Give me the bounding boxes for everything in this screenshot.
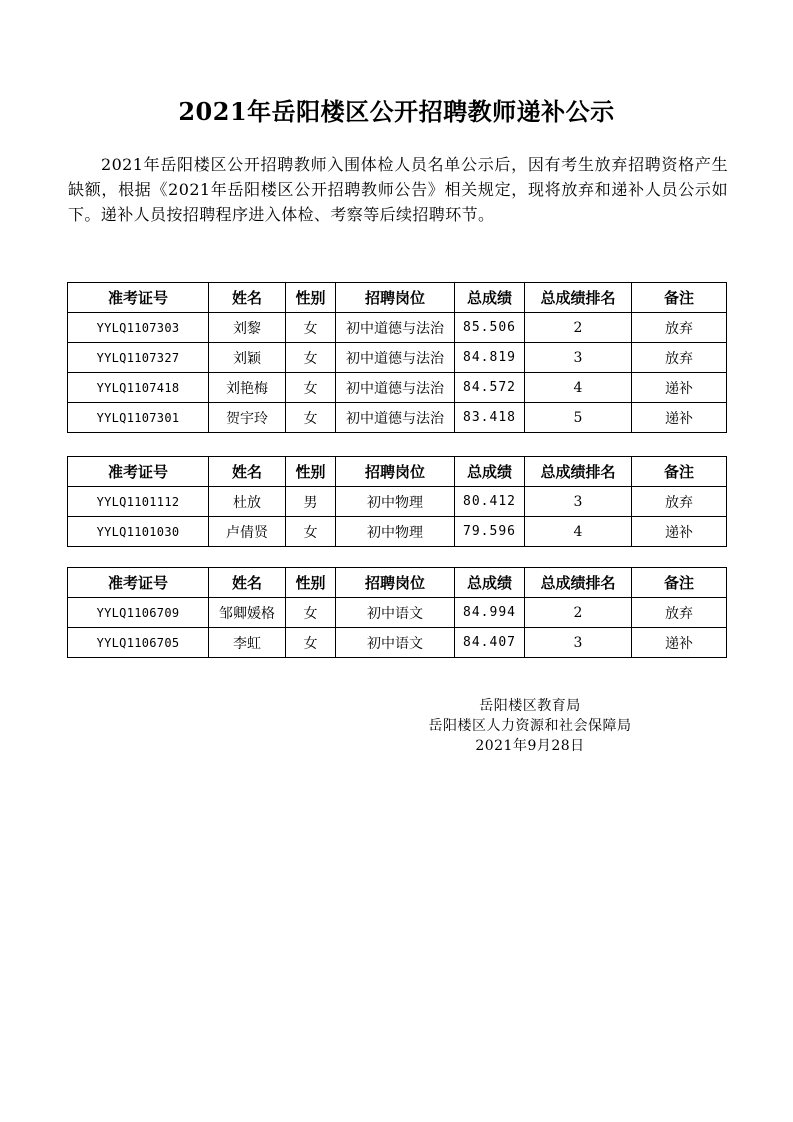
table-row: [68, 313, 727, 343]
cell-exam-id: YYLQ1106709: [68, 598, 209, 628]
header-note: 备注: [632, 568, 727, 598]
table-header-row: [68, 457, 727, 487]
table-row: [68, 403, 727, 433]
header-note: 备注: [632, 283, 727, 313]
header-rank: 总成绩排名: [525, 457, 632, 487]
header-name: 姓名: [209, 457, 286, 487]
cell-gender: 女: [286, 313, 336, 343]
cell-gender: 女: [286, 373, 336, 403]
header-name: 姓名: [209, 568, 286, 598]
cell-name: 邹卿媛格: [209, 598, 286, 628]
header-exam-id: 准考证号: [68, 568, 209, 598]
cell-name: 刘艳梅: [209, 373, 286, 403]
issuer-education-bureau: 岳阳楼区教育局: [479, 698, 581, 714]
table-row: [68, 598, 727, 628]
cell-name: 贺宇玲: [209, 403, 286, 433]
table-row: [68, 517, 727, 547]
table-chinese: [67, 567, 727, 658]
signature-block: [380, 696, 680, 756]
header-exam-id: 准考证号: [68, 457, 209, 487]
header-gender: 性别: [286, 457, 336, 487]
header-name: 姓名: [209, 283, 286, 313]
header-rank: 总成绩排名: [525, 568, 632, 598]
cell-exam-id: YYLQ1107301: [68, 403, 209, 433]
cell-total-score: 84.407: [455, 628, 525, 658]
cell-gender: 男: [286, 487, 336, 517]
cell-total-score: 85.506: [455, 313, 525, 343]
cell-name: 刘黎: [209, 313, 286, 343]
cell-name: 杜放: [209, 487, 286, 517]
table-physics: [67, 456, 727, 547]
table-header-row: [68, 283, 727, 313]
header-position: 招聘岗位: [336, 283, 455, 313]
table-moral-law: [67, 282, 727, 433]
cell-exam-id: YYLQ1106705: [68, 628, 209, 658]
issuer-hr-bureau: 岳阳楼区人力资源和社会保障局: [428, 718, 632, 734]
cell-position: 初中语文: [336, 628, 455, 658]
cell-total-score: 84.572: [455, 373, 525, 403]
cell-gender: 女: [286, 403, 336, 433]
header-rank: 总成绩排名: [525, 283, 632, 313]
cell-note: 递补: [632, 628, 727, 658]
table-row: [68, 628, 727, 658]
cell-position: 初中道德与法治: [336, 373, 455, 403]
table-header-row: [68, 568, 727, 598]
header-exam-id: 准考证号: [68, 283, 209, 313]
cell-rank: 4: [525, 517, 632, 547]
cell-gender: 女: [286, 517, 336, 547]
header-gender: 性别: [286, 568, 336, 598]
cell-total-score: 84.994: [455, 598, 525, 628]
cell-rank: 2: [525, 598, 632, 628]
cell-position: 初中物理: [336, 487, 455, 517]
cell-exam-id: YYLQ1107327: [68, 343, 209, 373]
header-position: 招聘岗位: [336, 568, 455, 598]
cell-position: 初中道德与法治: [336, 343, 455, 373]
issue-date: 2021年9月28日: [475, 738, 585, 754]
table-row: [68, 373, 727, 403]
intro-paragraph: 2021年岳阳楼区公开招聘教师入围体检人员名单公示后，因有考生放弃招聘资格产生缺额，根据《2021年岳阳楼区公开招聘教师公告》相关规定，现将放弃和递补人员公示如下。递补人员按招聘程序进入体检、考察等后续招聘环节。: [68, 155, 728, 224]
cell-total-score: 84.819: [455, 343, 525, 373]
cell-total-score: 80.412: [455, 487, 525, 517]
cell-position: 初中物理: [336, 517, 455, 547]
header-total-score: 总成绩: [455, 457, 525, 487]
table-row: [68, 343, 727, 373]
cell-name: 李虹: [209, 628, 286, 658]
cell-note: 放弃: [632, 598, 727, 628]
cell-gender: 女: [286, 598, 336, 628]
page-title: 2021年岳阳楼区公开招聘教师递补公示: [178, 97, 615, 126]
cell-position: 初中语文: [336, 598, 455, 628]
cell-rank: 4: [525, 373, 632, 403]
cell-note: 放弃: [632, 343, 727, 373]
cell-note: 放弃: [632, 313, 727, 343]
header-total-score: 总成绩: [455, 568, 525, 598]
cell-rank: 3: [525, 487, 632, 517]
cell-exam-id: YYLQ1101030: [68, 517, 209, 547]
cell-total-score: 83.418: [455, 403, 525, 433]
cell-exam-id: YYLQ1107303: [68, 313, 209, 343]
cell-note: 递补: [632, 373, 727, 403]
cell-rank: 5: [525, 403, 632, 433]
cell-exam-id: YYLQ1107418: [68, 373, 209, 403]
cell-position: 初中道德与法治: [336, 403, 455, 433]
cell-exam-id: YYLQ1101112: [68, 487, 209, 517]
header-note: 备注: [632, 457, 727, 487]
cell-rank: 2: [525, 313, 632, 343]
cell-name: 刘颖: [209, 343, 286, 373]
cell-gender: 女: [286, 628, 336, 658]
table-row: [68, 487, 727, 517]
header-position: 招聘岗位: [336, 457, 455, 487]
header-gender: 性别: [286, 283, 336, 313]
cell-name: 卢倩贤: [209, 517, 286, 547]
cell-rank: 3: [525, 628, 632, 658]
cell-gender: 女: [286, 343, 336, 373]
cell-total-score: 79.596: [455, 517, 525, 547]
cell-note: 放弃: [632, 487, 727, 517]
cell-rank: 3: [525, 343, 632, 373]
cell-note: 递补: [632, 517, 727, 547]
cell-position: 初中道德与法治: [336, 313, 455, 343]
cell-note: 递补: [632, 403, 727, 433]
header-total-score: 总成绩: [455, 283, 525, 313]
